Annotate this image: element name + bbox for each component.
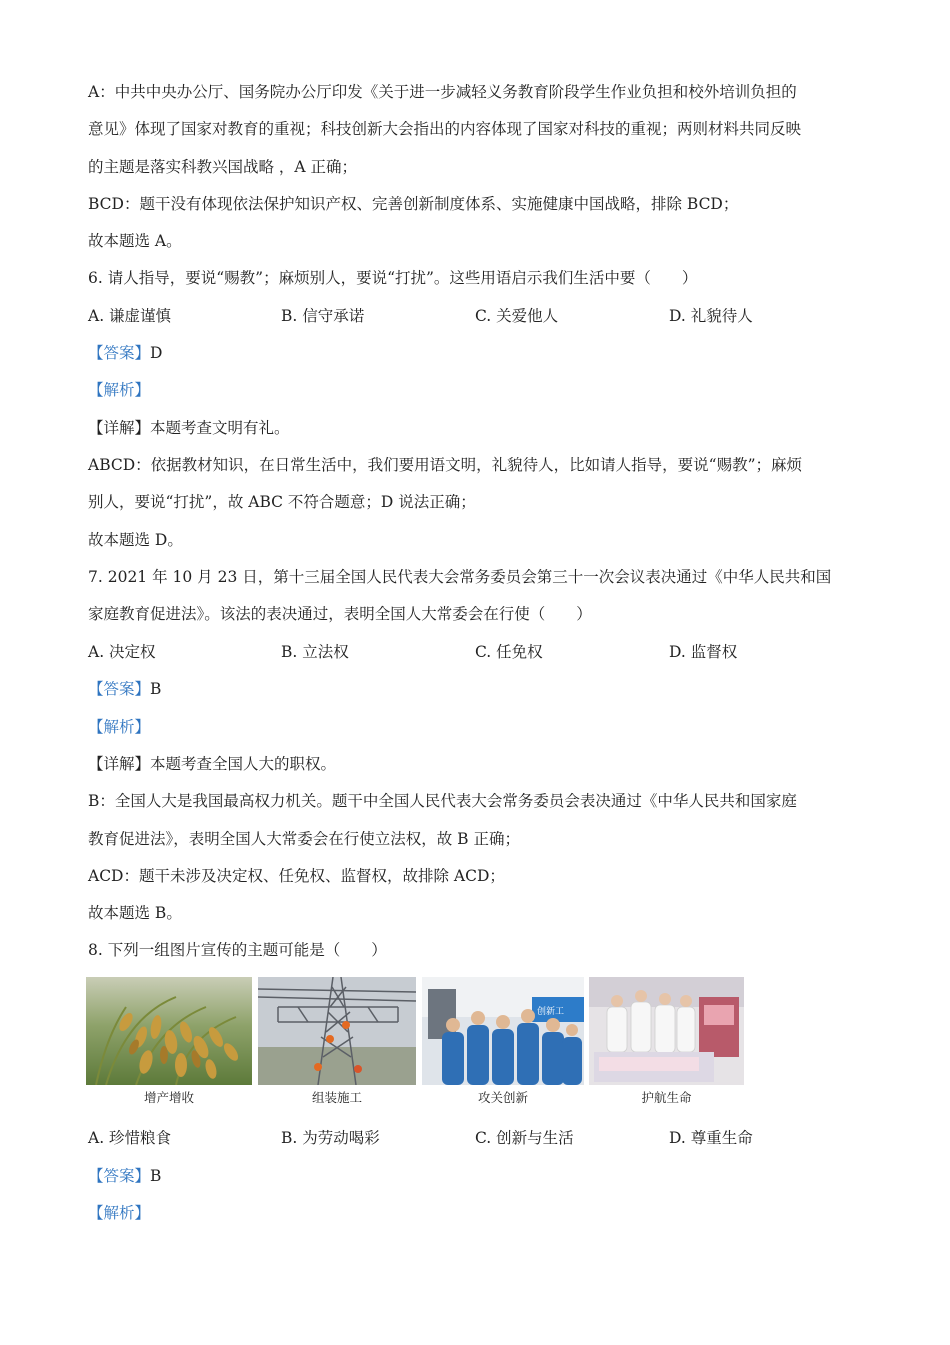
answer-tag: 【答案】 [88,344,151,362]
q7-option-b: B. 立法权 [281,643,349,661]
q7-b-explanation-line-2: 教育促进法》，表明全国人大常委会在行使立法权，故 B 正确； [88,830,520,848]
rice-harvest-photo [86,977,252,1085]
q8-stem: 8. 下列一组图片宣传的主题可能是（ ） [88,941,387,959]
q7-option-c: C. 任免权 [475,643,543,661]
answer-value: D [150,344,163,362]
answer-value: B [150,1167,162,1185]
photo-caption-2: 组装施工 [311,1090,362,1105]
q6-stem: 6. 请人指导，要说“赐教”；麻烦别人，要说“打扰”。这些用语启示我们生活中要（ ） [88,269,698,287]
q8-option-b: B. 为劳动喝彩 [281,1129,380,1147]
q6-explanation-line-2: 别人，要说“打扰”，故 ABC 不符合题意；D 说法正确； [88,493,476,511]
q7-options [88,642,868,662]
answer-value: B [150,680,162,698]
photo-caption-4: 护航生命 [641,1090,692,1105]
q8-option-d: D. 尊重生命 [669,1129,753,1147]
q5-bcd-explanation: BCD：题干没有体现依法保护知识产权、完善创新制度体系、实施健康中国战略，排除 BCD； [88,195,739,213]
svg-text:创新工: 创新工 [537,1007,565,1017]
q7-stem-line-1: 7. 2021 年 10 月 23 日，第十三届全国人民代表大会常务委员会第三十一次会议表决通过《中华人民共和国 [88,568,832,586]
engineers-innovation-photo [422,977,584,1085]
tower-construction-photo [258,977,416,1085]
q6-analysis-tag: 【解析】 [88,381,151,399]
q8-option-a: A. 珍惜粮食 [88,1129,172,1147]
q6-answer [88,343,162,363]
q5-option-a-line-3: 的主题是落实科教兴国战略 ，A 正确； [88,158,358,176]
answer-tag: 【答案】 [88,1167,151,1185]
photo-caption-3: 攻关创新 [477,1090,528,1105]
q6-option-d: D. 礼貌待人 [669,307,753,325]
q5-conclusion: 故本题选 A。 [88,232,182,250]
q8-option-c: C. 创新与生活 [475,1129,574,1147]
q6-option-b: B. 信守承诺 [281,307,365,325]
q7-option-a: A. 决定权 [88,643,156,661]
q6-explanation-line-1: ABCD：依据教材知识，在日常生活中，我们要用语文明，礼貌待人，比如请人指导，要说“赐教”；麻烦 [88,456,803,474]
q6-options [88,306,868,326]
q7-option-d: D. 监督权 [669,643,738,661]
q5-option-a-line-2: 意见》体现了国家对教育的重视；科技创新大会指出的内容体现了国家对科技的重视；两则材料共同反映 [88,120,802,138]
q5-option-a-line-1: A：中共中央办公厅、国务院办公厅印发《关于进一步减轻义务教育阶段学生作业负担和校外培训负担的 [88,83,797,101]
q7-stem-line-2: 家庭教育促进法》。该法的表决通过，表明全国人大常委会在行使（ ） [88,605,592,623]
q7-detail: 【详解】本题考查全国人大的职权。 [88,755,337,773]
q6-conclusion: 故本题选 D。 [88,531,183,549]
q7-answer [88,679,161,699]
q8-options [88,1128,868,1148]
photo-caption-1: 增产增收 [143,1090,194,1105]
q7-analysis-tag: 【解析】 [88,718,151,736]
q8-answer [88,1166,161,1186]
q7-conclusion: 故本题选 B。 [88,904,182,922]
q7-acd-explanation: ACD：题干未涉及决定权、任免权、监督权，故排除 ACD； [88,867,505,885]
answer-tag: 【答案】 [88,680,151,698]
q7-b-explanation-line-1: B：全国人大是我国最高权力机关。题干中全国人民代表大会常务委员会表决通过《中华人民共和国家庭 [88,792,797,810]
q6-option-a: A. 谦虚谨慎 [88,307,172,325]
q6-option-c: C. 关爱他人 [475,307,559,325]
medical-staff-photo [589,977,744,1085]
q6-detail: 【详解】本题考查文明有礼。 [88,419,290,437]
q8-analysis-tag: 【解析】 [88,1204,151,1222]
